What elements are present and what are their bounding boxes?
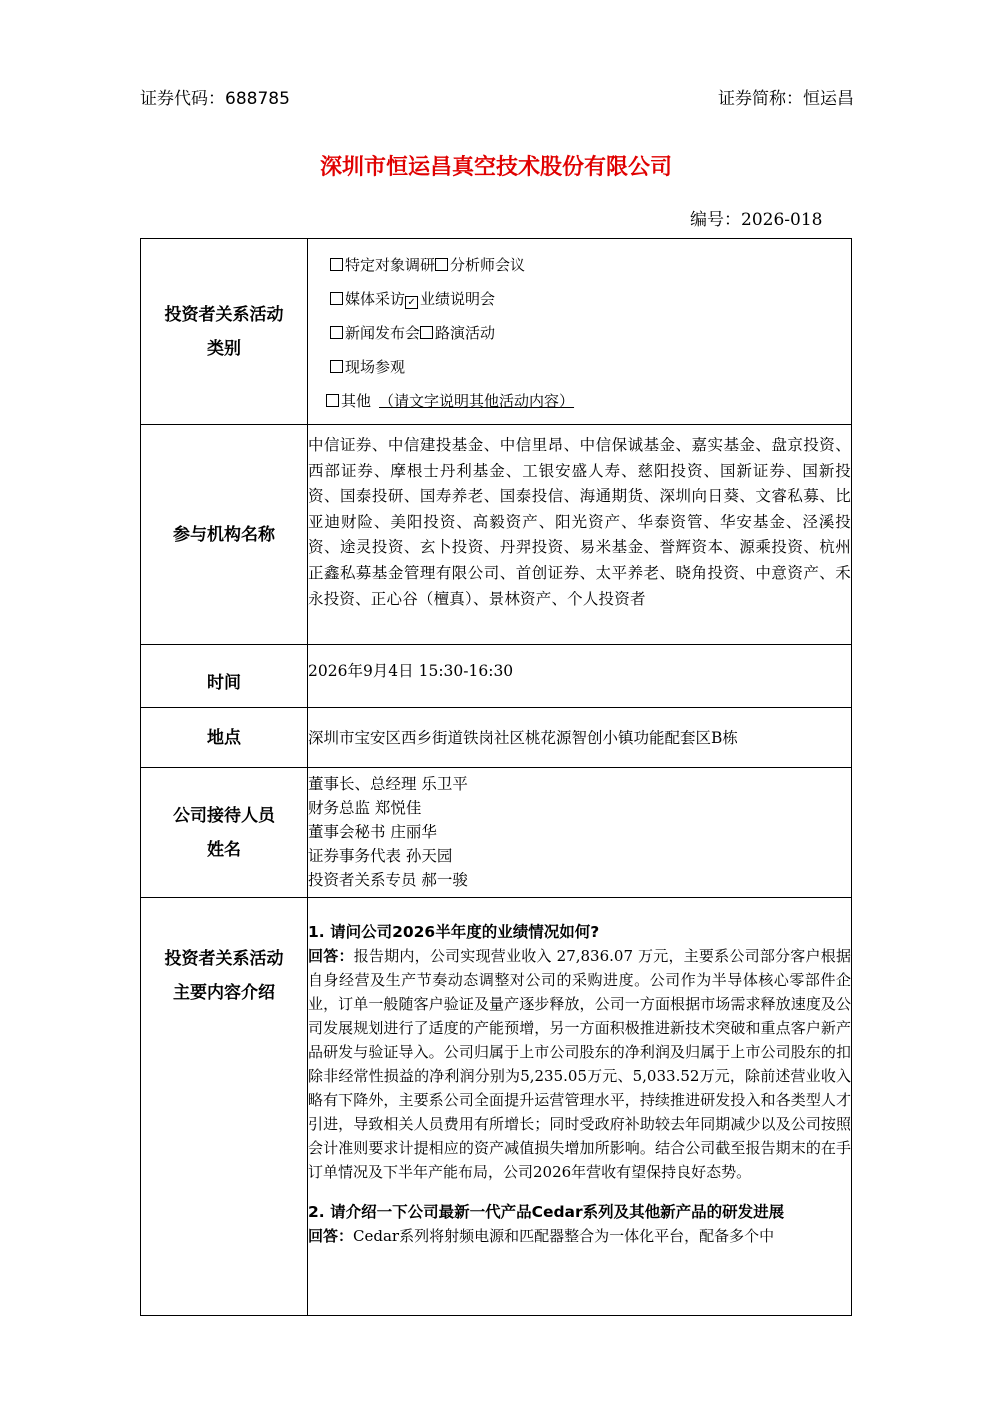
checkbox-line-3: 新闻发布会 路演活动 [330,316,851,350]
checkbox-other[interactable] [326,394,339,407]
stock-abbr: 证券简称：恒运昌 [718,89,854,109]
content-label: 投资者关系活动 主要内容介绍 [141,898,308,1316]
staff-label: 公司接待人员 姓名 [141,768,308,898]
institutions-label: 参与机构名称 [141,425,308,645]
row-staff [141,768,852,898]
staff-list [308,768,851,892]
activity-type-options [308,239,852,425]
checkbox-line-5: 其他 （请文字说明其他活动内容） [326,384,851,418]
staff-item: 证券事务代表 孙天园 [308,847,453,865]
activity-type-label: 投资者关系活动 类别 [141,239,308,425]
content-cell [308,898,852,1316]
checkbox-special-research[interactable] [330,258,343,271]
investor-relations-table [140,238,852,1316]
checkbox-media-interview[interactable] [330,292,343,305]
page-header [140,84,854,110]
answer-1: 回答：报告期内，公司实现营业收入 27,836.07 万元，主要系公司部分客户根据自身经营及生产节奏动态调整对公司的采购进度。公司作为半导体核心零部件企业，订单一般随客户验证及量产逐步释放，公司一方面根据市场需求释放速度及公司发展规划进行了适度的产能预增，另一方面积极推进新技术突破和重点客户新产品研发与验证导入。公司归属于上市公司股东的净利润及归属于上市公司股东的扣除非经常性损益的净利润分别为5,235.05万元、5,033.52万元，除前述营业收入略有下降外，主要系公司全面提升运营管理水平，持续推进研发投入和各类型人才引进，导致相关人员费用有所增长；同时受政府补助较去年同期减少以及公司按照会计准则要求计提相应的资产减值损失增加所影响。结合公司截至报告期末的在手订单情况及下半年产能布局，公司2026年营收有望保持良好态势。 [308,947,851,1181]
stock-code: 证券代码：688785 [140,89,290,109]
checkbox-line-1: 特定对象调研 分析师会议 [330,248,851,282]
checkbox-line-4: 现场参观 [330,350,851,384]
checkbox-earnings-call-checked[interactable]: ✓ [405,296,418,309]
staff-item: 财务总监 郑悦佳 [308,799,422,817]
company-title: 深圳市恒运昌真空技术股份有限公司 [319,155,672,180]
staff-item: 董事长、总经理 乐卫平 [308,775,468,793]
answer-2: 回答：Cedar系列将射频电源和匹配器整合为一体化平台，配备多个中 [308,1227,775,1245]
staff-cell [308,768,852,898]
row-institutions [141,425,852,645]
staff-item: 董事会秘书 庄丽华 [308,823,437,841]
time-label: 时间 [141,645,308,708]
location-label: 地点 [141,708,308,768]
row-main-content [141,898,852,1316]
staff-item: 投资者关系专员 郝一骏 [308,871,468,889]
question-1: 1. 请问公司2026半年度的业绩情况如何? [308,923,600,941]
time-value: 2026年9月4日 15:30-16:30 [308,662,514,680]
checkbox-analyst-meeting[interactable] [435,258,448,271]
institutions-text: 中信证券、中信建投基金、中信里昂、中信保诚基金、嘉实基金、盘京投资、西部证券、摩根士丹利基金、工银安盛人寿、慈阳投资、国新证券、国新投资、国泰投研、国寿养老、国泰投信、海通期货、深圳向日葵、文睿私募、比亚迪财险、美阳投资、高毅资产、阳光资产、华泰资管、华安基金、泾溪投资、途灵投资、玄卜投资、丹羿投资、易米基金、誉辉资本、源乘投资、杭州正鑫私募基金管理有限公司、首创证券、太平养老、晓角投资、中意资产、禾永投资、正心谷（檀真）、景林资产、个人投资者 [308,436,851,608]
row-activity-type [141,239,852,425]
checkbox-line-2: 媒体采访 ✓ 业绩说明会 [330,282,851,316]
checkbox-site-visit[interactable] [330,360,343,373]
location-value: 深圳市宝安区西乡街道铁岗社区桃花源智创小镇功能配套区B栋 [308,728,738,747]
row-time [141,645,852,708]
question-2: 2. 请介绍一下公司最新一代产品Cedar系列及其他新产品的研发进展 [308,1203,785,1221]
other-note: （请文字说明其他活动内容） [379,392,575,410]
institutions-cell [308,425,852,645]
row-location [141,708,852,768]
location-cell [308,708,852,768]
document-number: 编号：2026-018 [690,210,823,230]
checkbox-roadshow[interactable] [420,326,433,339]
time-cell [308,645,852,708]
checkbox-press-conference[interactable] [330,326,343,339]
